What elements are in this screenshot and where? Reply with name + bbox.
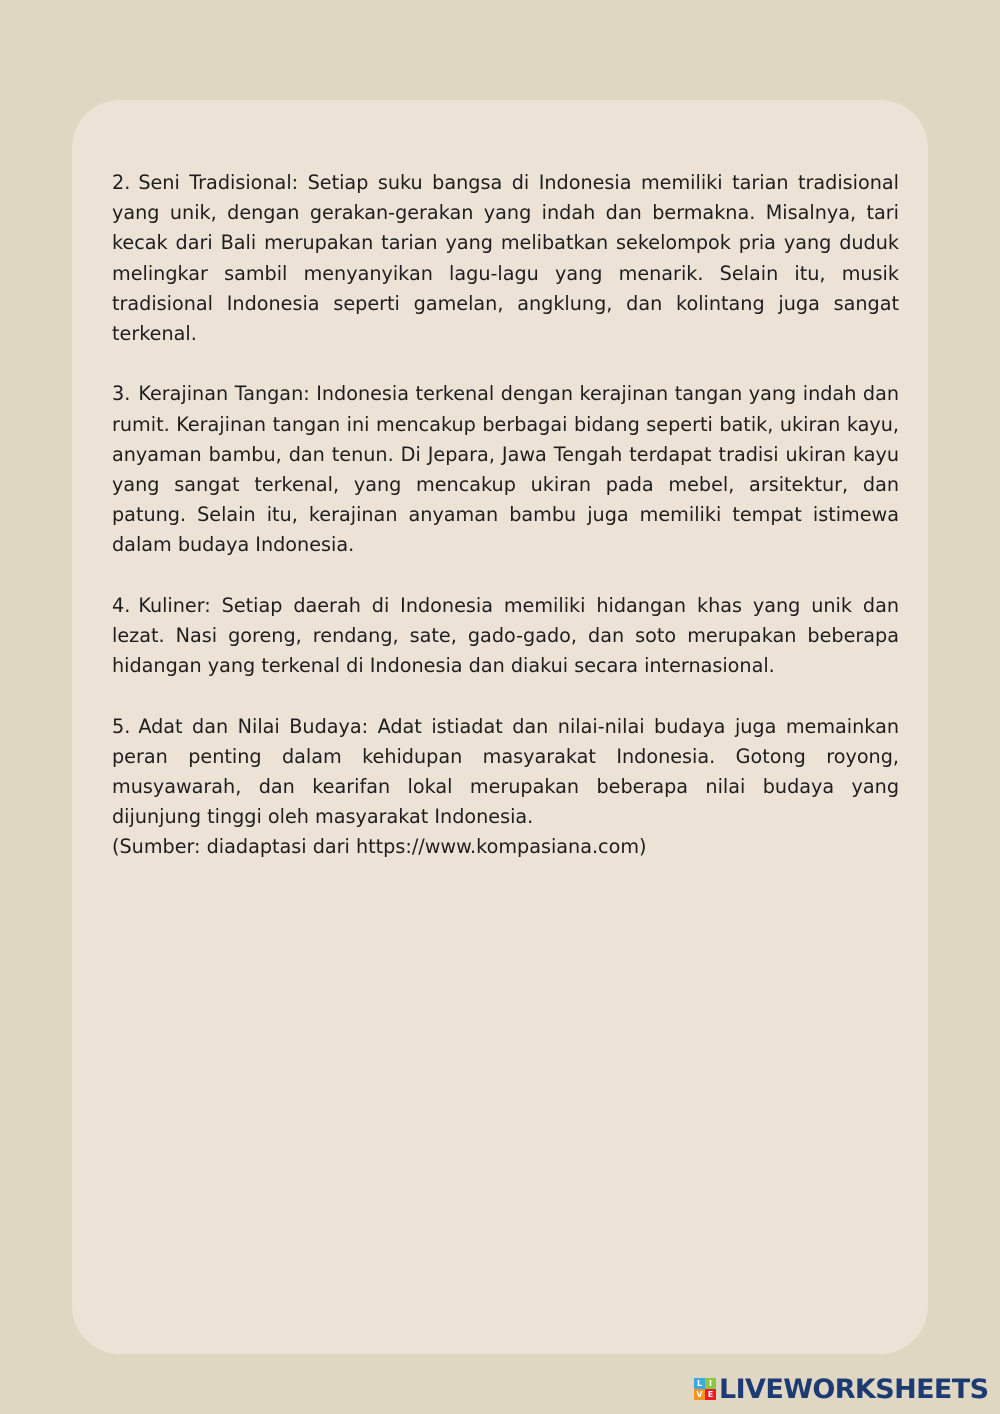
paragraph-adat-nilai-budaya bbox=[112, 712, 899, 833]
paragraph-seni-tradisional bbox=[112, 168, 899, 349]
logo-mark-letter: L bbox=[694, 1378, 705, 1389]
logo-mark-letter: V bbox=[694, 1389, 705, 1400]
logo-text: LIVEWORKSHEETS bbox=[719, 1373, 989, 1405]
source-citation: (Sumber: diadaptasi dari https://www.kompasiana.com) bbox=[112, 835, 647, 859]
article-body bbox=[112, 168, 899, 863]
paragraph-text: Kerajinan Tangan: Indonesia terkenal dengan kerajinan tangan yang indah dan rumit. Kerajinan tangan ini mencakup berbagai bidang seperti batik, ukiran kayu, anyaman bambu, dan tenun. Di Jepara, Jawa Tengah terdapat tradisi ukiran kayu yang sangat terkenal, yang mencakup ukiran pada mebel, arsitektur, dan patung. Selain itu, kerajinan anyaman bambu juga memiliki tempat istimewa dalam budaya Indonesia. bbox=[112, 382, 899, 557]
logo-mark-letter: I bbox=[705, 1378, 716, 1389]
logo-mark-icon bbox=[694, 1378, 716, 1400]
paragraph-text: Kuliner: Setiap daerah di Indonesia memiliki hidangan khas yang unik dan lezat. Nasi goreng, rendang, sate, gado-gado, dan soto merupakan beberapa hidangan yang terkenal di Indonesia dan diakui secara internasional. bbox=[112, 593, 899, 678]
paragraph-number: 5. bbox=[112, 714, 131, 738]
paragraph-text: Adat dan Nilai Budaya: Adat istiadat dan nilai-nilai budaya juga memainkan peran penting dalam kehidupan masyarakat Indonesia. Gotong royong, musyawarah, dan kearifan lokal merupakan beberapa nilai budaya yang dijunjung tinggi oleh masyarakat Indonesia. bbox=[112, 714, 899, 829]
paragraph-number: 4. bbox=[112, 593, 131, 617]
liveworksheets-logo[interactable] bbox=[694, 1374, 988, 1404]
paragraph-kerajinan-tangan bbox=[112, 379, 899, 560]
logo-mark-letter: E bbox=[705, 1389, 716, 1400]
paragraph-text: Seni Tradisional: Setiap suku bangsa di Indonesia memiliki tarian tradisional yang unik, dengan gerakan-gerakan yang indah dan bermakna. Misalnya, tari kecak dari Bali merupakan tarian yang melibatkan sekelompok pria yang duduk melingkar sambil menyanyikan lagu-lagu yang menarik. Selain itu, musik tradisional Indonesia seperti gamelan, angklung, dan kolintang juga sangat terkenal. bbox=[112, 171, 899, 346]
paragraph-kuliner bbox=[112, 591, 899, 682]
paragraph-number: 3. bbox=[112, 382, 131, 406]
paragraph-number: 2. bbox=[112, 171, 131, 194]
